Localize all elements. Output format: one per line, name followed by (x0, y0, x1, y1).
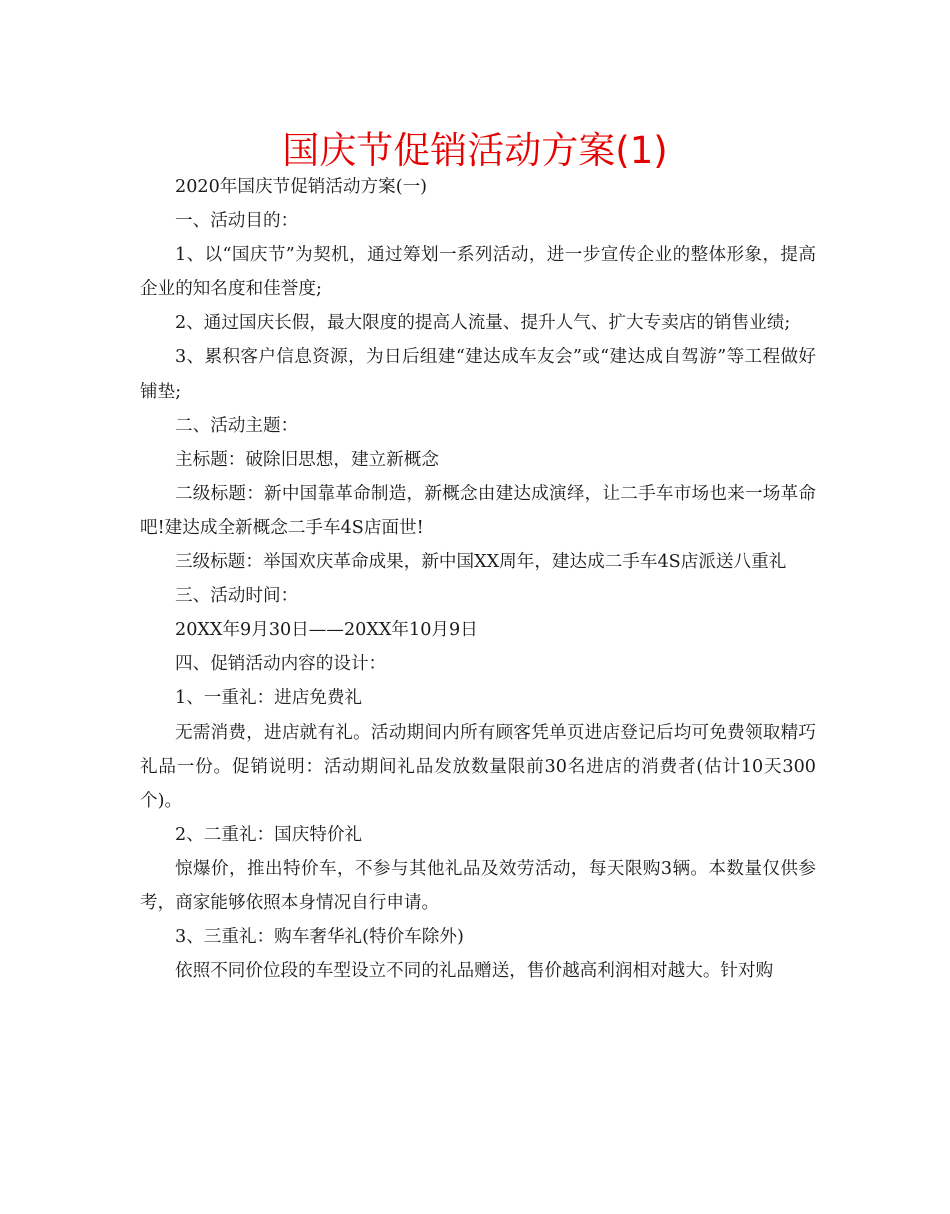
section-heading: 一、活动目的： (175, 211, 299, 232)
paragraph: 2020年国庆节促销活动方案(一) (175, 177, 428, 197)
document-title: 国庆节促销活动方案(1) (282, 129, 668, 172)
paragraph: 主标题：破除旧思想，建立新概念 (175, 449, 439, 470)
paragraph: 2、二重礼：国庆特价礼 (175, 824, 363, 845)
paragraph: 1、以“国庆节”为契机，通过筹划一系列活动，进一步宣传企业的整体形象，提高企业的知名度和佳誉度; (140, 245, 816, 300)
paragraph: 2、通过国庆长假，最大限度的提高人流量、提升人气、扩大专卖店的销售业绩; (175, 313, 791, 334)
paragraph: 3、累积客户信息资源，为日后组建“建达成车友会”或“建达成自驾游”等工程做好铺垫; (140, 347, 816, 402)
paragraph: 1、一重礼：进店免费礼 (175, 688, 363, 709)
paragraph: 依照不同价位段的车型设立不同的礼品赠送，售价越高利润相对越大。针对购 (175, 961, 774, 982)
paragraph: 20XX年9月30日——20XX年10月9日 (175, 620, 478, 641)
section-heading: 二、活动主题： (175, 415, 299, 436)
paragraph: 3、三重礼：购车奢华礼(特价车除外) (175, 927, 464, 948)
section-heading: 三、活动时间： (175, 586, 299, 607)
paragraph: 无需消费，进店就有礼。活动期间内所有顾客凭单页进店登记后均可免费领取精巧礼品一份。促销说明：活动期间礼品发放数量限前30名进店的消费者(估计10天300个)。 (140, 722, 816, 811)
paragraph: 三级标题：举国欢庆革命成果，新中国XX周年，建达成二手车4S店派送八重礼 (175, 552, 787, 573)
document-body (140, 170, 816, 988)
section-heading: 四、促销活动内容的设计： (175, 654, 387, 675)
paragraph: 二级标题：新中国靠革命制造，新概念由建达成演绎，让二手车市场也来一场革命吧!建达成全新概念二手车4S店面世! (140, 483, 816, 538)
paragraph: 惊爆价，推出特价车，不参与其他礼品及效劳活动，每天限购3辆。本数量仅供参考，商家能够依照本身情况自行申请。 (140, 858, 816, 913)
